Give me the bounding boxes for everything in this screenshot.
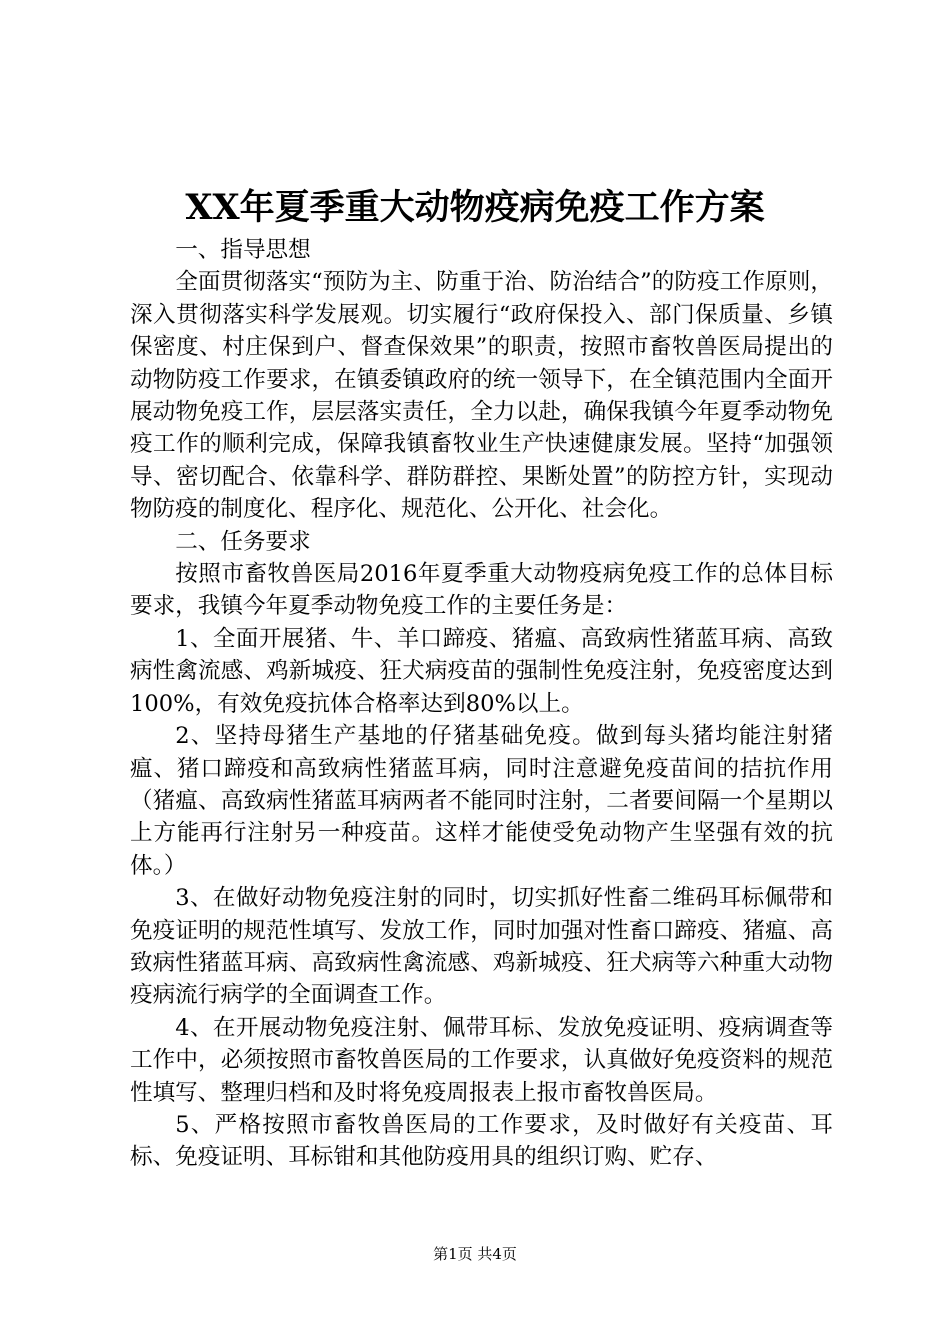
paragraph-task-5: 5、严格按照市畜牧兽医局的工作要求，及时做好有关疫苗、耳标、免疫证明、耳标钳和其他防疫用具的组织订购、贮存、: [130, 1111, 833, 1171]
document-title: XX年夏季重大动物疫病免疫工作方案: [185, 187, 765, 228]
paragraph-task-2: 2、坚持母猪生产基地的仔猪基础免疫。做到每头猪均能注射猪瘟、猪口蹄疫和高致病性猪蓝耳病，同时注意避免疫苗间的拮抗作用（猪瘟、高致病性猪蓝耳病两者不能同时注射，二者要间隔一个星期以上方能再行注射另一种疫苗。这样才能使受免动物产生坚强有效的抗体。）: [130, 723, 833, 879]
paragraph-task-overview: 按照市畜牧兽医局2016年夏季重大动物疫病免疫工作的总体目标要求，我镇今年夏季动物免疫工作的主要任务是：: [130, 561, 833, 620]
page-number-footer: 第1页 共4页: [433, 1245, 517, 1263]
section-heading-task-requirements: 二、任务要求: [175, 528, 311, 555]
paragraph-task-1: 1、全面开展猪、牛、羊口蹄疫、猪瘟、高致病性猪蓝耳病、高致病性禽流感、鸡新城疫、狂犬病疫苗的强制性免疫注射，免疫密度达到100%，有效免疫抗体合格率达到80%以上。: [130, 625, 833, 717]
document-body: [130, 234, 833, 1174]
paragraph-task-3: 3、在做好动物免疫注射的同时，切实抓好性畜二维码耳标佩带和免疫证明的规范性填写、发放工作，同时加强对性畜口蹄疫、猪瘟、高致病性猪蓝耳病、高致病性禽流感、鸡新城疫、狂犬病等六种重大动物疫病流行病学的全面调查工作。: [130, 885, 833, 1009]
paragraph-guiding-ideology: 全面贯彻落实“预防为主、防重于治、防治结合”的防疫工作原则，深入贯彻落实科学发展观。切实履行“政府保投入、部门保质量、乡镇保密度、村庄保到户、督查保效果”的职责，按照市畜牧兽医局提出的动物防疫工作要求，在镇委镇政府的统一领导下，在全镇范围内全面开展动物免疫工作，层层落实责任，全力以赴，确保我镇今年夏季动物免疫工作的顺利完成，保障我镇畜牧业生产快速健康发展。坚持“加强领导、密切配合、依靠科学、群防群控、果断处置”的防控方针，实现动物防疫的制度化、程序化、规范化、公开化、社会化。: [130, 269, 833, 523]
section-heading-guiding-ideology: 一、指导思想: [175, 237, 311, 263]
paragraph-task-4: 4、在开展动物免疫注射、佩带耳标、发放免疫证明、疫病调查等工作中，必须按照市畜牧兽医局的工作要求，认真做好免疫资料的规范性填写、整理归档和及时将免疫周报表上报市畜牧兽医局。: [130, 1014, 833, 1106]
